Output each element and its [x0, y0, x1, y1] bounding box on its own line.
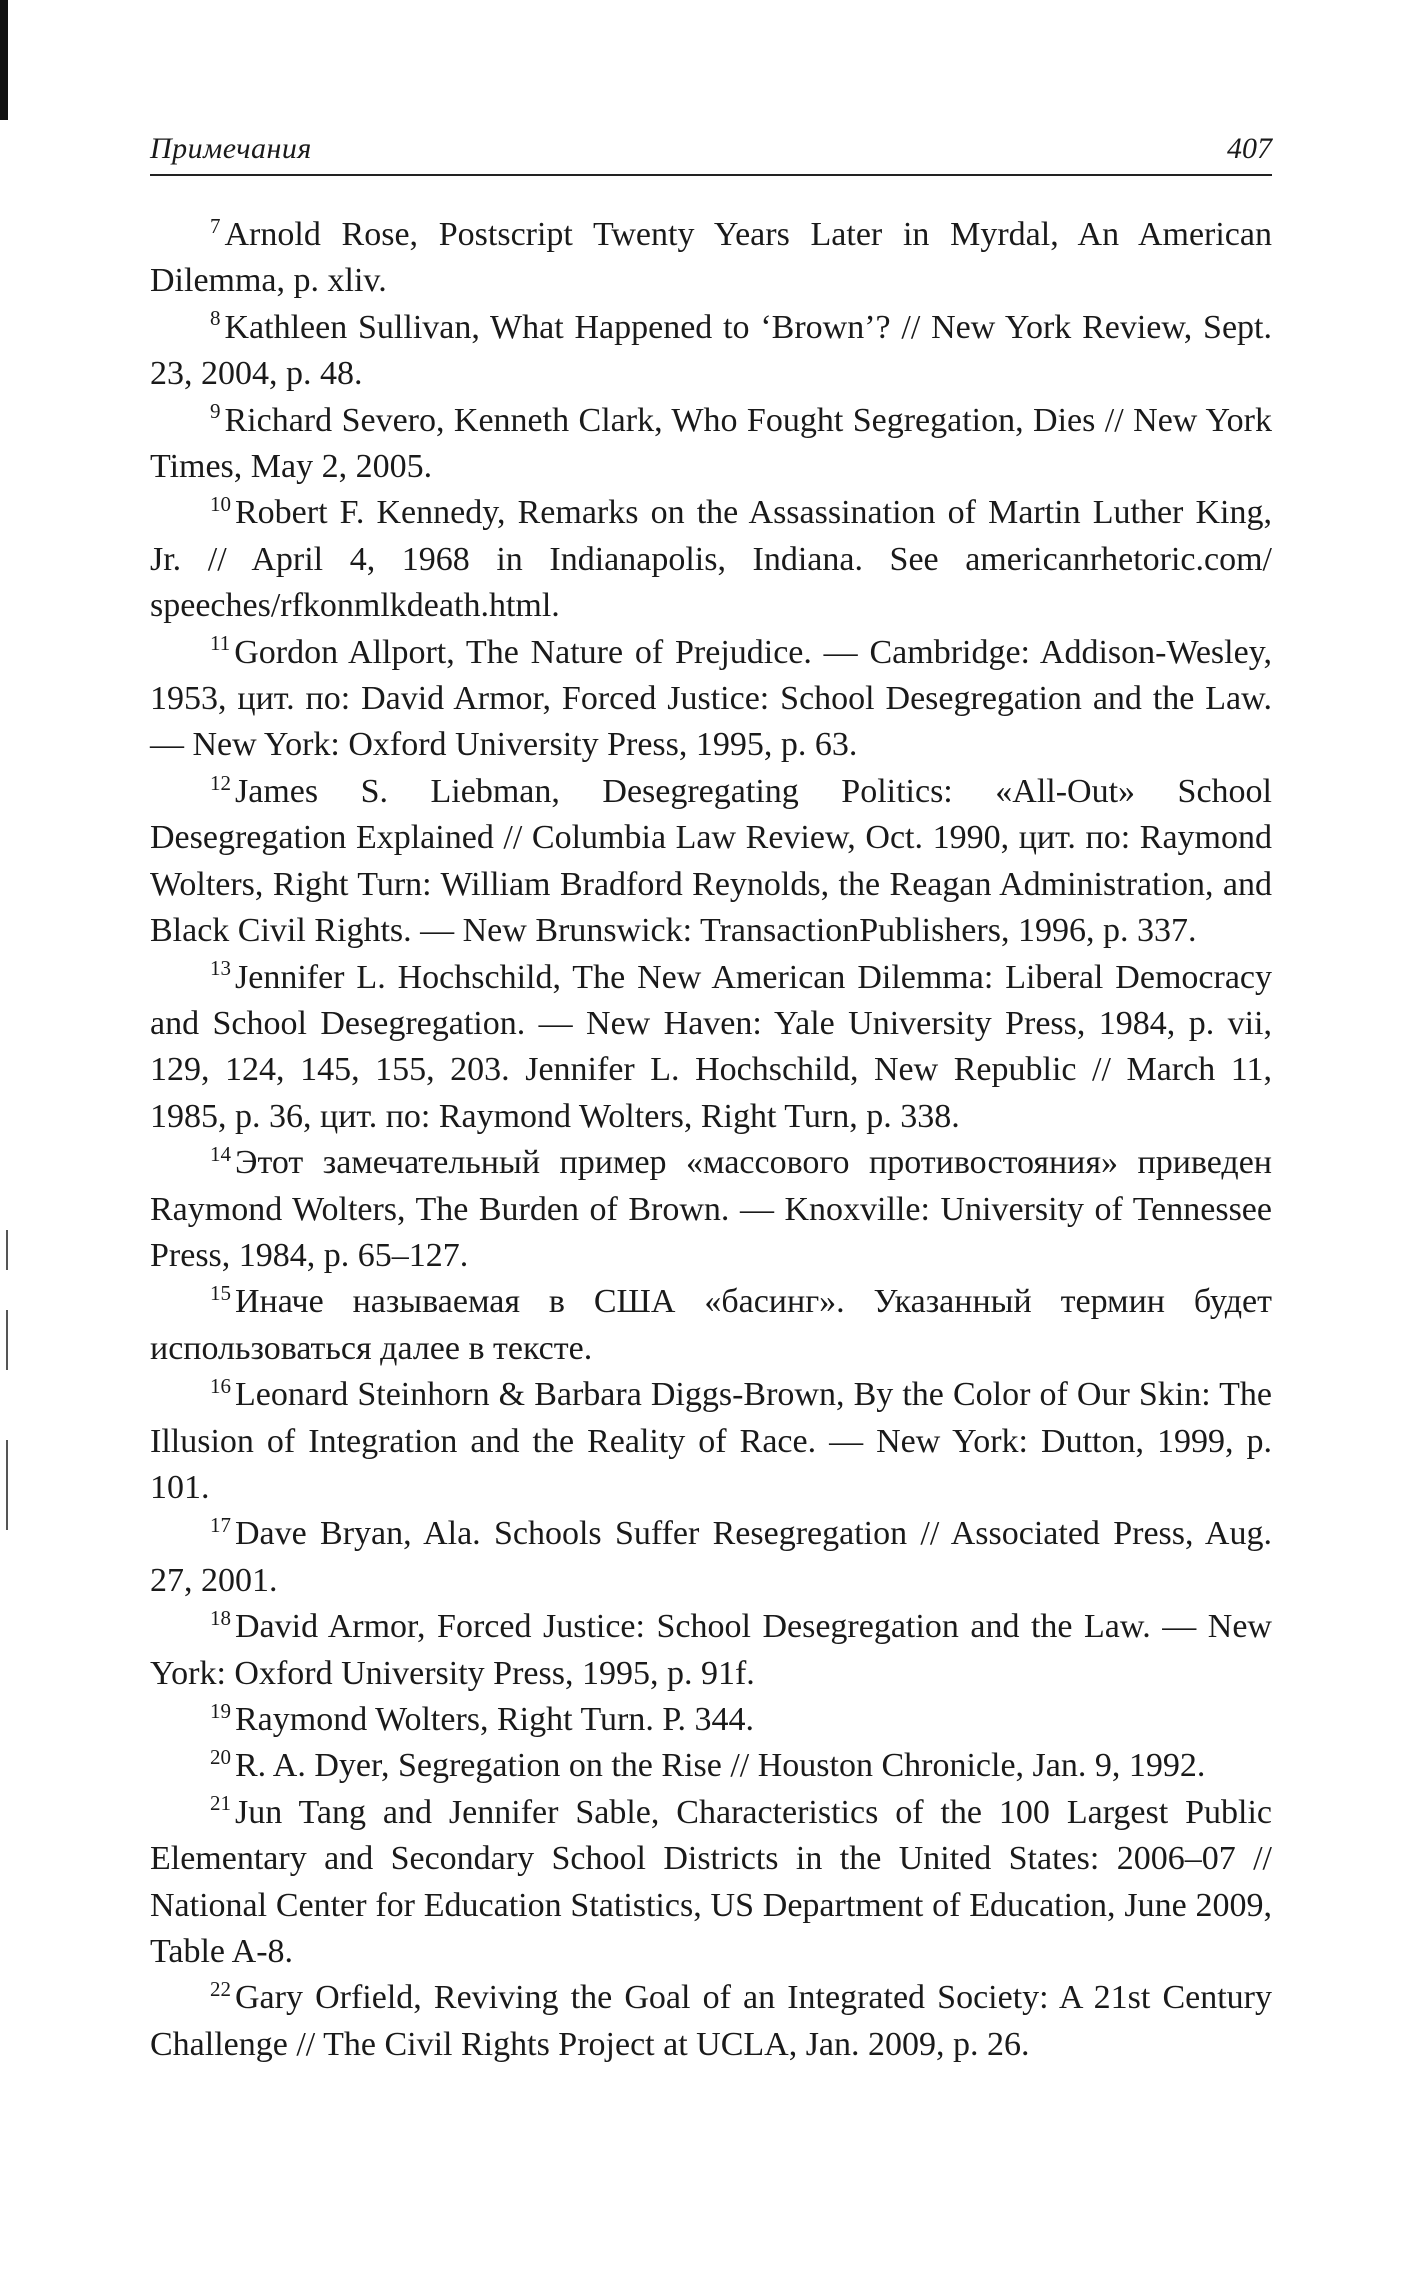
endnote [150, 1697, 1272, 1743]
page-number: 407 [1227, 132, 1272, 165]
endnote-number: 9 [210, 399, 221, 424]
endnote-text: Jun Tang and Jennifer Sable, Characteristics of the 100 Largest Public Elementary and Secondary School Districts in the United States: 2006–07 // National Center for Education Statistics, US Department of Education, June 2009, Table A-8. [150, 1793, 1272, 1971]
endnote-number: 21 [210, 1791, 231, 1816]
endnote-number: 22 [210, 1977, 231, 2002]
endnote-text: Gordon Allport, The Nature of Prejudice. — Cambridge: Addison-Wesley, 1953, цит. по: David Armor, Forced Justice: School Desegregation and the Law. — New York: Oxford University Press, 1995, p. 63. [150, 633, 1272, 764]
endnote-number: 14 [210, 1141, 231, 1166]
endnote-text: Robert F. Kennedy, Remarks on the Assassination of Martin Luther King, Jr. // April 4, 1968 in Indianapolis, Indiana. See americanrhetoric.com/ speeches/rfkonmlkdeath.html. [150, 494, 1272, 625]
scan-edge-mark [0, 0, 8, 120]
endnote [150, 1372, 1272, 1511]
endnote [150, 398, 1272, 491]
endnote-number: 8 [210, 306, 221, 331]
endnote [150, 305, 1272, 398]
endnote-text: James S. Liebman, Desegregating Politics: «All-Out» School Desegregation Explained // Columbia Law Review, Oct. 1990, цит. по: Raymond Wolters, Right Turn: William Bradford Reynolds, the Reagan Administration, and Black Civil Rights. — New Brunswick: TransactionPublishers, 1996, p. 337. [150, 772, 1272, 950]
margin-tick [6, 1230, 8, 1270]
endnote [150, 1279, 1272, 1372]
endnote [150, 1140, 1272, 1279]
endnote-number: 10 [210, 492, 231, 517]
endnote-number: 7 [210, 213, 221, 238]
endnote-text: R. A. Dyer, Segregation on the Rise // Houston Chronicle, Jan. 9, 1992. [235, 1747, 1206, 1785]
endnote [150, 769, 1272, 955]
endnote [150, 212, 1272, 305]
running-header-title: Примечания [150, 132, 312, 165]
endnote-text: Raymond Wolters, Right Turn. P. 344. [235, 1701, 754, 1738]
endnote-number: 17 [210, 1513, 231, 1538]
endnote [150, 630, 1272, 769]
endnote-number: 16 [210, 1373, 231, 1398]
endnote-text: David Armor, Forced Justice: School Desegregation and the Law. — New York: Oxford University Press, 1995, p. 91f. [150, 1608, 1272, 1692]
endnote-text: Dave Bryan, Ala. Schools Suffer Resegregation // Associated Press, Aug. 27, 2001. [150, 1515, 1272, 1599]
endnote-number: 12 [210, 770, 231, 795]
endnote-number: 15 [210, 1281, 231, 1306]
endnote-text: Этот замечательный пример «массового противостояния» приведен Raymond Wolters, The Burden of Brown. — Knoxville: University of Tennessee Press, 1984, p. 65–127. [150, 1144, 1272, 1274]
endnote-text: Richard Severo, Kenneth Clark, Who Fought Segregation, Dies // New York Times, May 2, 2005. [150, 401, 1272, 486]
endnote-text: Иначе называемая в США «басинг». Указанный термин будет использоваться далее в тексте. [150, 1283, 1272, 1367]
endnote-number: 13 [210, 956, 231, 981]
endnote [150, 955, 1272, 1141]
endnote-number: 19 [210, 1698, 231, 1723]
endnote [150, 1975, 1272, 2068]
endnote [150, 490, 1272, 629]
endnote [150, 1604, 1272, 1697]
endnote-text: Jennifer L. Hochschild, The New American Dilemma: Liberal Democracy and School Desegregation. — New Haven: Yale University Press, 1984, p. vii, 129, 124, 145, 155, 203. Jennifer L. Hochschild, New Republic // March 11, 1985, p. 36, цит. по: Raymond Wolters, Right Turn, p. 338. [150, 958, 1272, 1135]
endnote [150, 1790, 1272, 1976]
endnote [150, 1743, 1272, 1789]
margin-tick [6, 1310, 8, 1370]
endnote-text: Arnold Rose, Postscript Twenty Years Later in Myrdal, An American Dilemma, p. xliv. [150, 216, 1272, 300]
endnote-text: Gary Orfield, Reviving the Goal of an Integrated Society: A 21st Century Challenge // The Civil Rights Project at UCLA, Jan. 2009, p. 26. [150, 1979, 1272, 2063]
endnotes-list [150, 212, 1272, 2068]
endnote-number: 20 [210, 1745, 231, 1770]
endnote-text: Leonard Steinhorn & Barbara Diggs-Brown, By the Color of Our Skin: The Illusion of Integration and the Reality of Race. — New York: Dutton, 1999, p. 101. [150, 1376, 1272, 1506]
endnote-number: 18 [210, 1605, 231, 1630]
margin-tick [6, 1440, 8, 1530]
running-header [150, 124, 1272, 176]
endnote-text: Kathleen Sullivan, What Happened to ‘Brown’? // New York Review, Sept. 23, 2004, p. 48. [150, 308, 1272, 393]
endnote [150, 1511, 1272, 1604]
endnote-number: 11 [210, 631, 231, 656]
